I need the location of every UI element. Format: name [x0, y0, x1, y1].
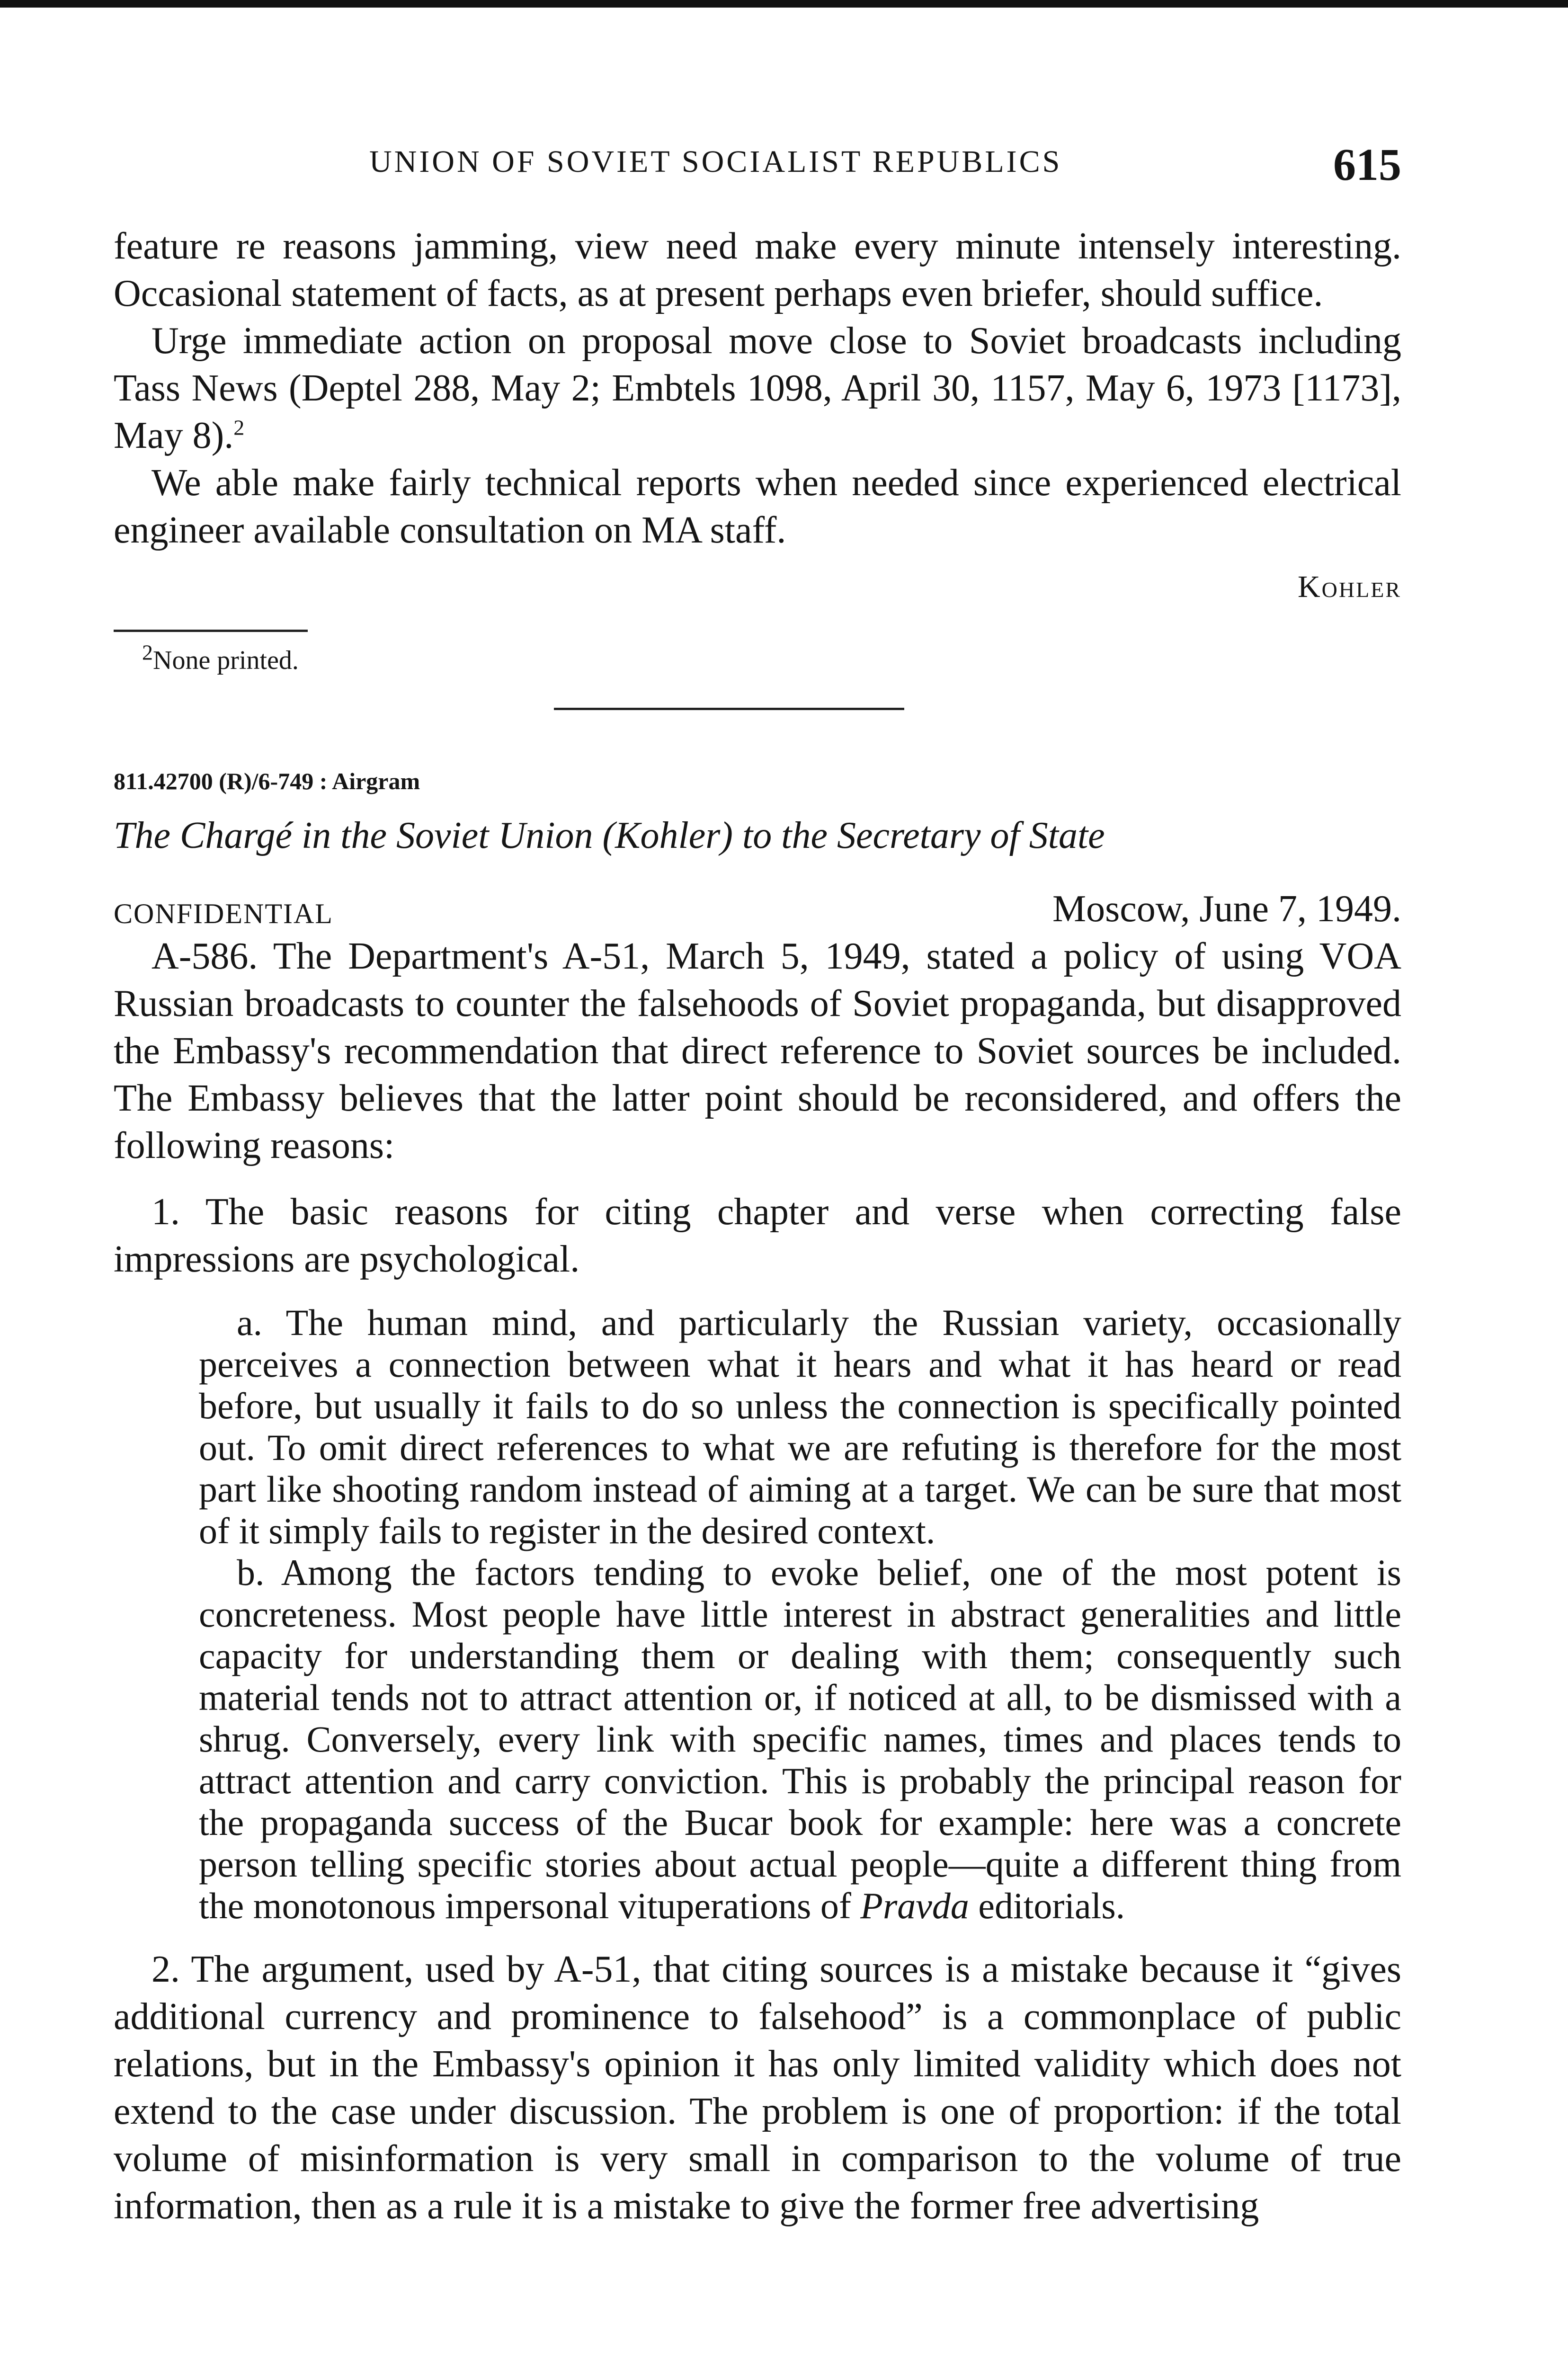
dateline: [114, 885, 1401, 933]
file-number: 811.42700 (R)/6-749 : Airgram: [114, 768, 420, 794]
point-1b-end: editorials.: [978, 1885, 1125, 1926]
page-number: 615: [1333, 139, 1401, 190]
point-1b-text: b. Among the factors tending to evoke belief, one of the most potent is concreteness. Most people have little interest in abstract generalities and little capacity for understanding them or dealing with them; consequently such material tends not to attract attention or, if noticed at all, to be dismissed with a shrug. Conversely, every link with specific names, times and places tends to attract attention and carry conviction. This is probably the principal reason for the propaganda success of the Bucar book for example: here was a concrete person telling specific stories about actual people—quite a different thing from the monotonous impersonal vituperations of: [199, 1552, 1401, 1926]
telegram-paragraph-1: feature re reasons jamming, view need make every minute intensely interesting. Occasional statement of facts, as at present perhaps even briefer, should suffice.: [114, 225, 1401, 314]
classification: CONFIDENTIAL: [114, 898, 333, 929]
point-2: 2. The argument, used by A-51, that citing sources is a mistake because it “gives additional currency and prominence to falsehood” is a commonplace of public relations, but in the Embassy's opinion it has only limited validity which does not extend to the case under discussion. The problem is one of proportion: if the total volume of misinformation is very small in comparison to the volume of true information, then as a rule it is a mistake to give the former free advertising: [114, 1949, 1401, 2227]
footnote-mark: 2: [142, 640, 153, 665]
document-title: [114, 810, 1401, 862]
footnote-reference: 2: [233, 415, 245, 440]
page-body: [114, 222, 1401, 2230]
title-name: Kohler: [615, 815, 721, 856]
airgram-intro: A-586. The Department's A-51, March 5, 1949, stated a policy of using VOA Russian broadcasts to counter the falsehoods of Soviet propaganda, but disapproved the Embassy's recommendation that direct reference to Soviet sources be included. The Embassy believes that the latter point should be reconsidered, and offers the following reasons:: [114, 935, 1401, 1166]
signature: Kohler: [1298, 570, 1401, 604]
point-1a: a. The human mind, and particularly the Russian variety, occasionally perceives a connection between what it hears and what it has heard or read before, but usually it fails to do so unless the connection is specifically pointed out. To omit direct references to what we are refuting is therefore for the most part like shooting random instead of aiming at a target. We can be sure that most of it simply fails to register in the desired context.: [199, 1302, 1401, 1551]
page-header: [114, 138, 1401, 190]
footnote: [142, 641, 1401, 679]
footnote-text: None printed.: [153, 646, 299, 675]
section-divider: [554, 708, 904, 710]
place-date: Moscow, June 7, 1949.: [1052, 888, 1401, 930]
publication-name: Pravda: [860, 1885, 969, 1926]
point-1b: [199, 1552, 1401, 1927]
footnote-rule: [114, 630, 308, 632]
point-1: 1. The basic reasons for citing chapter and verse when correcting false impressions are psychological.: [114, 1191, 1401, 1280]
telegram-paragraph-2-text: Urge immediate action on proposal move close to Soviet broadcasts including Tass News (Deptel 288, May 2; Embtels 1098, April 30, 1157, May 6, 1973 [1173], May 8).: [114, 320, 1401, 456]
telegram-paragraph-3: We able make fairly technical reports when needed since experienced electrical engineer available consultation on MA staff.: [114, 462, 1401, 551]
running-head: UNION OF SOVIET SOCIALIST REPUBLICS: [369, 144, 1062, 179]
telegram-paragraph-2: [114, 317, 1401, 459]
top-border-rule: [0, 0, 1568, 8]
title-prefix: The Chargé in the Soviet Union (: [114, 815, 615, 856]
title-suffix: ) to the Secretary of State: [720, 815, 1105, 856]
